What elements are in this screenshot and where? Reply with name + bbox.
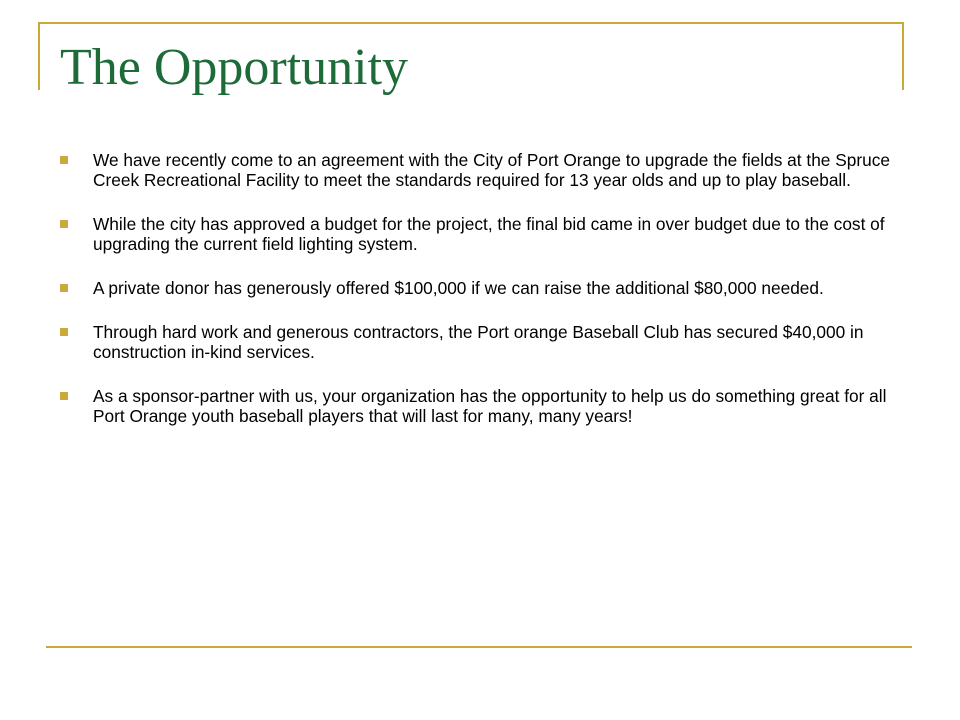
square-bullet-icon <box>60 392 68 400</box>
square-bullet-icon <box>60 284 68 292</box>
bullet-item <box>60 386 910 426</box>
square-bullet-icon <box>60 156 68 164</box>
bullet-item <box>60 322 910 362</box>
bullet-item <box>60 150 910 190</box>
square-bullet-icon <box>60 328 68 336</box>
square-bullet-icon <box>60 220 68 228</box>
bullet-text: We have recently come to an agreement with the City of Port Orange to upgrade the fields at the Spruce Creek Recreational Facility to meet the standards required for 13 year olds and up to play baseball. <box>93 150 890 190</box>
bullet-item <box>60 214 910 254</box>
frame-right-rule <box>902 22 904 90</box>
bullet-text: Through hard work and generous contractors, the Port orange Baseball Club has secured $40,000 in construction in-kind services. <box>93 322 864 362</box>
bullet-text: While the city has approved a budget for the project, the final bid came in over budget due to the cost of upgrading the current field lighting system. <box>93 214 885 254</box>
bullet-text: A private donor has generously offered $100,000 if we can raise the additional $80,000 needed. <box>93 278 824 298</box>
frame-left-rule <box>38 22 40 90</box>
slide-title: The Opportunity <box>60 39 409 96</box>
bullet-item <box>60 278 910 298</box>
frame-bottom-rule <box>46 646 912 648</box>
bullet-text: As a sponsor-partner with us, your organization has the opportunity to help us do something great for all Port Orange youth baseball players that will last for many, many years! <box>93 386 887 426</box>
frame-top-rule <box>38 22 904 24</box>
bullet-list <box>60 150 910 450</box>
